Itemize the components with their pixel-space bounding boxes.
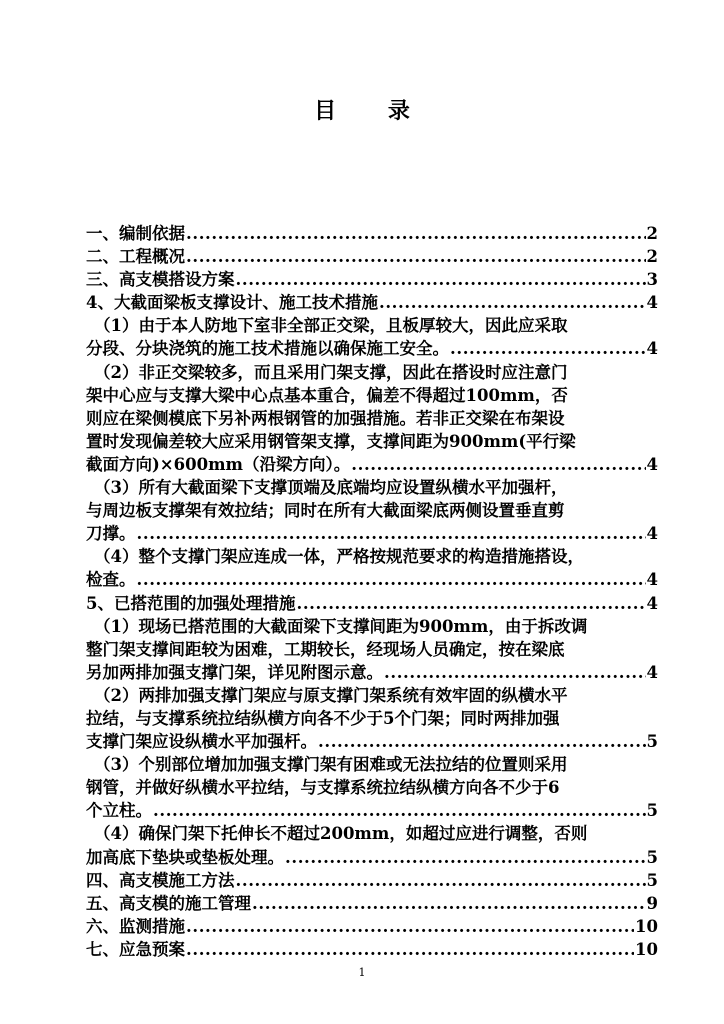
dot-leader	[137, 568, 646, 591]
toc-entry-label: 六、监测措施	[86, 916, 185, 936]
toc-entry-text-line: （4）整个支撑门架应连成一体，严格按规范要求的构造措施搭设，	[94, 547, 584, 567]
toc-entry-page-number: 5	[646, 870, 658, 890]
toc-entry-page-number: 2	[646, 224, 658, 243]
toc-entry-text-line: 与周边板支撑架有效拉结；同时在所有大截面梁底两侧设置垂直剪	[86, 501, 565, 521]
toc-entry-text-line: 钢管，并做好纵横水平拉结，与支撑系统拉结纵横方向各不少于6	[86, 778, 560, 798]
toc-entry[interactable]	[86, 476, 658, 545]
toc-entry[interactable]	[86, 938, 658, 961]
toc-entry-page-number: 4	[646, 593, 658, 613]
dot-leader	[186, 915, 634, 938]
toc-entry-label: 加高底下垫块或垫板处理。	[86, 847, 284, 867]
dot-leader	[186, 938, 634, 961]
toc-entry[interactable]	[86, 753, 658, 822]
toc-entry[interactable]	[86, 314, 658, 360]
page-number: 1	[358, 966, 366, 979]
dot-leader	[137, 522, 646, 545]
toc-entry-label: 一、编制依据	[86, 224, 185, 243]
toc-entry-label: 5、已搭范围的加强处理措施	[86, 593, 296, 613]
dot-leader	[186, 222, 646, 245]
toc-entry[interactable]	[86, 684, 658, 753]
toc-entry[interactable]	[86, 222, 658, 245]
toc-entry-page-number: 4	[646, 293, 658, 313]
toc-entry-page-number: 5	[646, 847, 658, 867]
toc-title: 目 录	[314, 98, 432, 124]
toc-entry-page-number: 4	[646, 570, 658, 590]
toc-entry-text-line: （1）由于本人防地下室非全部正交梁，且板厚较大，因此应采取	[94, 316, 568, 336]
dot-leader	[252, 892, 646, 915]
toc-entry[interactable]	[86, 615, 658, 684]
toc-entry[interactable]	[86, 915, 658, 938]
toc-entry-page-number: 5	[646, 732, 658, 752]
toc-entry-text-line: （3）个别部位增加加强支撑门架有困难或无法拉结的位置则采用	[94, 755, 568, 775]
toc-entry-page-number: 10	[635, 916, 658, 936]
toc-entry-label: 另加两排加强支撑门架，详见附图示意。	[86, 662, 383, 682]
toc-entry[interactable]	[86, 869, 658, 892]
dot-leader	[384, 661, 646, 684]
toc-entry[interactable]	[86, 245, 658, 268]
toc-entry-label: 三、高支模搭设方案	[86, 270, 235, 290]
toc-entry-page-number: 2	[646, 247, 658, 267]
toc-entry-text-line: 拉结，与支撑系统拉结纵横方向各不少于5个门架；同时两排加强	[86, 708, 560, 728]
toc-entry-page-number: 9	[646, 893, 658, 913]
dot-leader	[285, 846, 646, 869]
toc-entry-page-number: 3	[646, 270, 658, 290]
dot-leader	[296, 592, 645, 615]
toc-entry-page-number: 10	[635, 939, 658, 959]
toc-entry[interactable]	[86, 268, 658, 291]
toc-entry-text-line: （1）现场已搭范围的大截面梁下支撑间距为900mm，由于拆改调	[94, 616, 588, 636]
toc-entry-page-number: 4	[646, 454, 658, 474]
toc-entry-text-line: 则应在梁侧模底下另补两根钢管的加强措施。若非正交梁在布架设	[86, 408, 565, 428]
toc-entry-text-line: （3）所有大截面梁下支撑顶端及底端均应设置纵横水平加强杆，	[94, 478, 568, 498]
dot-leader	[236, 869, 646, 892]
toc-entry[interactable]	[86, 592, 658, 615]
toc-entry[interactable]	[86, 892, 658, 915]
toc-entry-label: 截面方向)×600mm（沿梁方向）。	[86, 454, 351, 474]
toc-entry[interactable]	[86, 545, 658, 591]
toc-entry-text-line: 置时发现偏差较大应采用钢管架支撑，支撑间距为900mm(平行梁	[86, 431, 576, 451]
toc-entry[interactable]	[86, 291, 658, 314]
dot-leader	[379, 291, 646, 314]
table-of-contents	[86, 222, 658, 961]
toc-entry-text-line: （4）确保门架下托伸长不超过200mm，如超过应进行调整，否则	[94, 824, 588, 844]
toc-entry-text-line: 架中心应与支撑大梁中心点基本重合，偏差不得超过100mm，否	[86, 385, 568, 405]
toc-entry-label: 个立柱。	[86, 801, 152, 821]
dot-leader	[186, 245, 646, 268]
toc-entry-label: 检查。	[86, 570, 136, 590]
toc-entry-label: 4、大截面梁板支撑设计、施工技术措施	[86, 293, 378, 313]
toc-entry-page-number: 4	[646, 524, 658, 544]
toc-entry-text-line: （2）两排加强支撑门架应与原支撑门架系统有效牢固的纵横水平	[94, 685, 568, 705]
dot-leader	[318, 730, 646, 753]
dot-leader	[236, 268, 646, 291]
toc-entry-page-number: 5	[646, 801, 658, 821]
toc-entry[interactable]	[86, 361, 658, 476]
toc-entry-text-line: 整门架支撑间距较为困难，工期较长，经现场人员确定，按在梁底	[86, 639, 565, 659]
dot-leader	[153, 799, 646, 822]
toc-entry-label: 支撑门架应设纵横水平加强杆。	[86, 732, 317, 752]
dot-leader	[351, 453, 645, 476]
toc-entry-label: 七、应急预案	[86, 939, 185, 959]
toc-entry-page-number: 4	[646, 339, 658, 359]
toc-entry-label: 刀撑。	[86, 524, 136, 544]
toc-entry[interactable]	[86, 822, 658, 868]
toc-entry-label: 分段、分块浇筑的施工技术措施以确保施工安全。	[86, 339, 449, 359]
dot-leader	[450, 337, 646, 360]
toc-entry-label: 二、工程概况	[86, 247, 185, 267]
toc-entry-label: 四、高支模施工方法	[86, 870, 235, 890]
toc-entry-label: 五、高支模的施工管理	[86, 893, 251, 913]
toc-entry-text-line: （2）非正交梁较多，而且采用门架支撑，因此在搭设时应注意门	[94, 362, 568, 382]
toc-entry-page-number: 4	[646, 662, 658, 682]
